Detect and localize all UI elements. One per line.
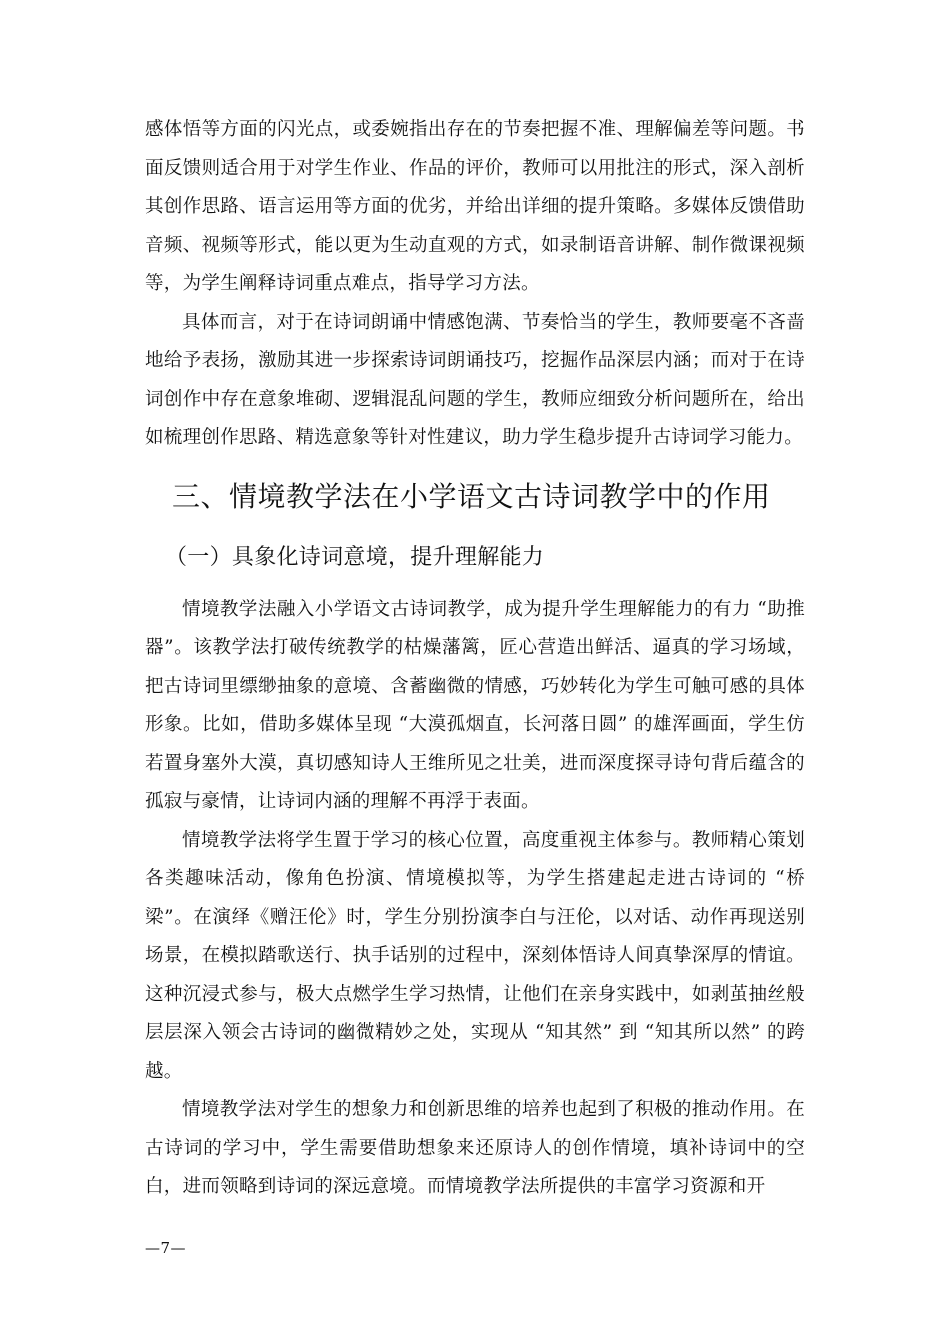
page-number: —7— bbox=[145, 1239, 187, 1257]
page-content bbox=[145, 111, 805, 1207]
paragraph-specific-feedback: 具体而言，对于在诗词朗诵中情感饱满、节奏恰当的学生，教师要毫不吝啬地给予表扬，激励其进一步探索诗词朗诵技巧，挖掘作品深层内涵；而对于在诗词创作中存在意象堆砌、逻辑混乱问题的学生，教师应细致分析问题所在，给出如梳理创作思路、精选意象等针对性建议，助力学生稳步提升古诗词学习能力。 bbox=[145, 311, 805, 448]
paragraph-imagination: 情境教学法对学生的想象力和创新思维的培养也起到了积极的推动作用。在古诗词的学习中，学生需要借助想象来还原诗人的创作情境，填补诗词中的空白，进而领略到诗词的深远意境。而情境教学法所提供的丰富学习资源和开 bbox=[145, 1099, 805, 1197]
paragraph-continuation: 感体悟等方面的闪光点，或委婉指出存在的节奏把握不准、理解偏差等问题。书面反馈则适合用于对学生作业、作品的评价，教师可以用批注的形式，深入剖析其创作思路、语言运用等方面的优劣，并给出详细的提升策略。多媒体反馈借助音频、视频等形式，能以更为生动直观的方式，如录制语音讲解、制作微课视频等，为学生阐释诗词重点难点，指导学习方法。 bbox=[145, 119, 805, 294]
paragraph-understanding: 情境教学法融入小学语文古诗词教学，成为提升学生理解能力的有力 “助推器”。该教学法打破传统教学的枯燥藩篱，匠心营造出鲜活、逼真的学习场域，把古诗词里缥缈抽象的意境、含蓄幽微的情感，巧妙转化为学生可触可感的具体形象。比如，借助多媒体呈现 “大漠孤烟直，长河落日圆” 的雄浑画面，学生仿若置身塞外大漠，真切感知诗人王维所见之壮美，进而深度探寻诗句背后蕴含的孤寂与豪情，让诗词内涵的理解不再浮于表面。 bbox=[145, 598, 805, 812]
section-heading: 三、情境教学法在小学语文古诗词教学中的作用 bbox=[172, 479, 771, 513]
paragraph-participation: 情境教学法将学生置于学习的核心位置，高度重视主体参与。教师精心策划各类趣味活动，像角色扮演、情境模拟等，为学生搭建起走进古诗词的 “桥梁”。在演绎《赠汪伦》时，学生分别扮演李白与汪伦，以对话、动作再现送别场景，在模拟踏歌送行、执手话别的过程中，深刻体悟诗人间真挚深厚的情谊。这种沉浸式参与，极大点燃学生学习热情，让他们在亲身实践中，如剥茧抽丝般层层深入领会古诗词的幽微精妙之处，实现从 “知其然” 到 “知其所以然” 的跨越。 bbox=[145, 829, 805, 1082]
subsection-heading: （一）具象化诗词意境，提升理解能力 bbox=[165, 544, 545, 570]
